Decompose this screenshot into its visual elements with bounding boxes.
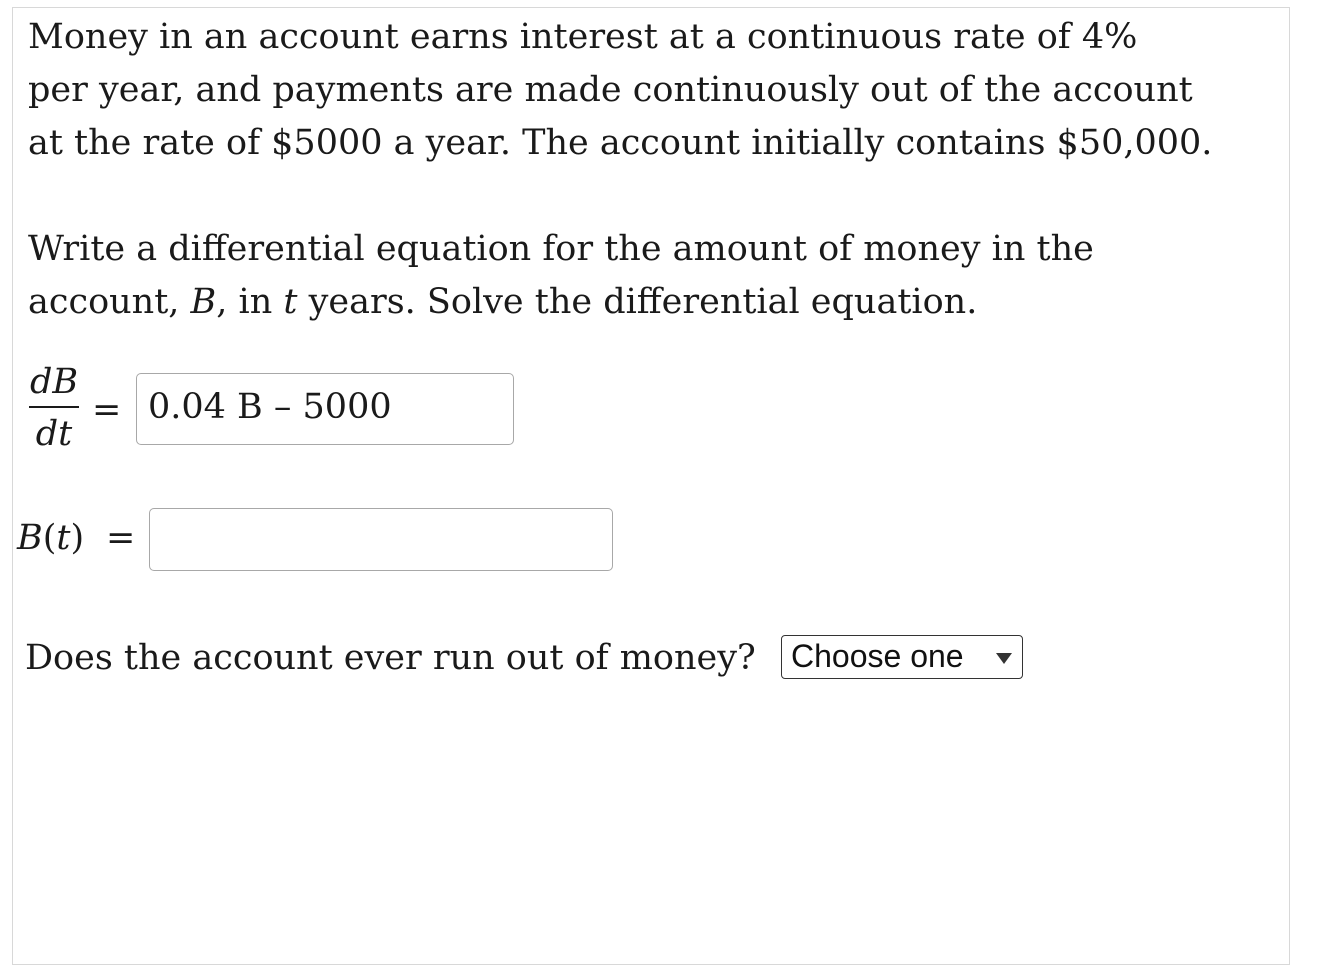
statement-line-3: at the rate of $5000 a year. The account initially contains $50,000.	[28, 123, 1213, 163]
equals-sign-1: =	[92, 390, 122, 430]
task-line-1: Write a differential equation for the amount of money in the	[28, 229, 1094, 269]
solution-label-paren-open: (	[42, 518, 57, 558]
solution-label-t: t	[56, 518, 71, 558]
solution-input[interactable]	[149, 508, 613, 571]
statement-line-1: Money in an account earns interest at a continuous rate of 4%	[28, 17, 1138, 57]
derivative-numerator: dB	[29, 362, 79, 402]
variable-t: t	[283, 282, 298, 322]
dropdown-caret-icon	[996, 653, 1012, 664]
problem-statement	[28, 11, 1212, 170]
solution-label-paren-close: )	[70, 518, 85, 558]
task-text-e: years. Solve the differential equation.	[297, 282, 978, 322]
solution-label	[17, 516, 84, 560]
task-line-2	[28, 276, 1094, 329]
select-value: Choose one	[791, 638, 964, 674]
variable-b: B	[190, 282, 217, 322]
run-out-question: Does the account ever run out of money?	[25, 638, 756, 678]
fraction-bar	[29, 406, 79, 408]
task-text-a: account,	[28, 282, 191, 322]
differential-equation-input[interactable]	[136, 373, 514, 445]
derivative-fraction	[27, 362, 81, 454]
task-instructions	[28, 223, 1094, 329]
equals-sign-2: =	[106, 518, 136, 558]
task-text-c: , in	[216, 282, 284, 322]
derivative-denominator: dt	[35, 414, 73, 454]
differential-equation-value: 0.04 B – 5000	[148, 387, 392, 427]
statement-line-2: per year, and payments are made continuously out of the account	[28, 70, 1193, 110]
run-out-answer-select[interactable]	[781, 635, 1023, 679]
solution-label-b: B	[17, 518, 43, 558]
